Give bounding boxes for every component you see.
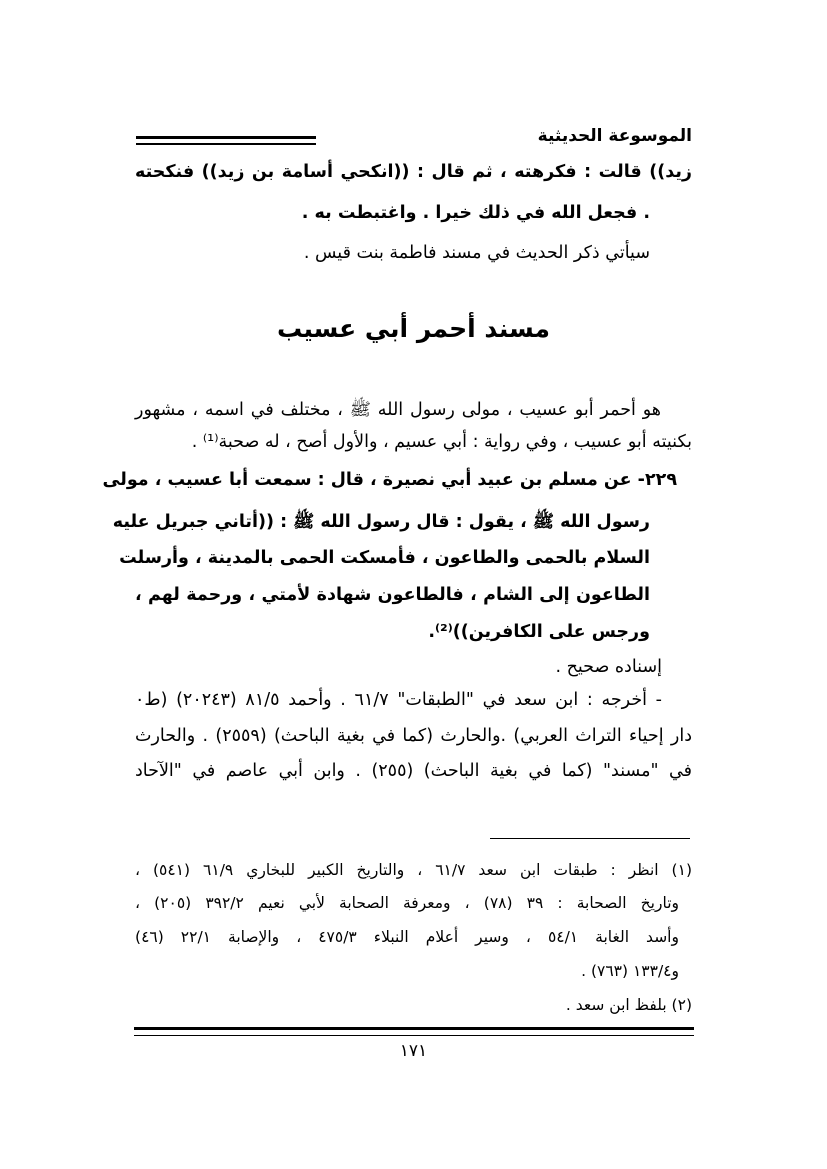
footnote-1-line-3: وأسد الغابة ٥٤/١ ، وسير أعلام النبلاء ٤٧٥/٣ ، والإصابة ٢٢/١ (٤٦) xyxy=(135,928,679,946)
commentary-line-3: دار إحياء التراث العربي) .والحارث (كما في بغية الباحث) (٢٥٥٩) . والحارث xyxy=(135,726,692,746)
continuation-line-3: سيأتي ذكر الحديث في مسند فاطمة بنت قيس . xyxy=(303,243,650,263)
hadith-line-4: الطاعون إلى الشام ، فالطاعون شهادة لأمتي ، ورحمة لهم ، xyxy=(135,585,650,605)
hadith-line-5: ورجس على الكافرين))⁽²⁾. xyxy=(428,622,650,642)
footnote-1-line-2: وتاريخ الصحابة : ٣٩ (٧٨) ، ومعرفة الصحابة لأبي نعيم ٣٩٢/٢ (٢٠٥) ، xyxy=(135,894,680,912)
footnote-rule xyxy=(490,838,690,839)
footnote-1-line-1: (١) انظر : طبقات ابن سعد ٦١/٧ ، والتاريخ الكبير للبخاري ٦١/٩ (٥٤١) ، xyxy=(135,861,692,879)
commentary-line-2: - أخرجه : ابن سعد في "الطبقات" ٦١/٧ . وأحمد ٨١/٥ (٢٠٢٤٣) (ط٠ xyxy=(135,690,662,710)
header-rule xyxy=(136,136,316,145)
intro-line-1: هو أحمر أبو عسيب ، مولى رسول الله ﷺ ، مختلف في اسمه ، مشهور xyxy=(135,400,661,420)
commentary-line-4: في "مسند" (كما في بغية الباحث) (٢٥٥) . وابن أبي عاصم في "الآحاد xyxy=(135,761,692,781)
page-number: ١٧١ xyxy=(399,1041,428,1061)
hadith-line-3: السلام بالحمى والطاعون ، فأمسكت الحمى بالمدينة ، وأرسلت xyxy=(119,548,650,568)
continuation-line-2: . فجعل الله في ذلك خيرا . واغتبطت به . xyxy=(301,203,650,223)
continuation-line-1: زيد)) قالت : فكرهته ، ثم قال : ((انكحي أسامة بن زيد)) فنكحته xyxy=(135,162,692,182)
intro-line-2: بكنيته أبو عسيب ، وفي رواية : أبي عسيم ، والأول أصح ، له صحبة⁽¹⁾ . xyxy=(191,432,692,452)
footnote-1-line-4: و١٣٣/٤ (٧٦٣) . xyxy=(581,962,679,980)
commentary-line-1: إسناده صحيح . xyxy=(555,657,662,677)
footnote-2-line-1: (٢) بلفظ ابن سعد . xyxy=(565,996,692,1014)
hadith-line-1: ٢٢٩- عن مسلم بن عبيد أبي نصيرة ، قال : سمعت أبا عسيب ، مولى xyxy=(102,470,677,490)
section-title: مسند أحمر أبي عسيب xyxy=(276,314,550,343)
running-header: الموسوعة الحديثية xyxy=(537,126,692,146)
bottom-rule xyxy=(134,1027,694,1036)
hadith-line-2: رسول الله ﷺ ، يقول : قال رسول الله ﷺ : ((أتاني جبريل عليه xyxy=(112,512,650,532)
